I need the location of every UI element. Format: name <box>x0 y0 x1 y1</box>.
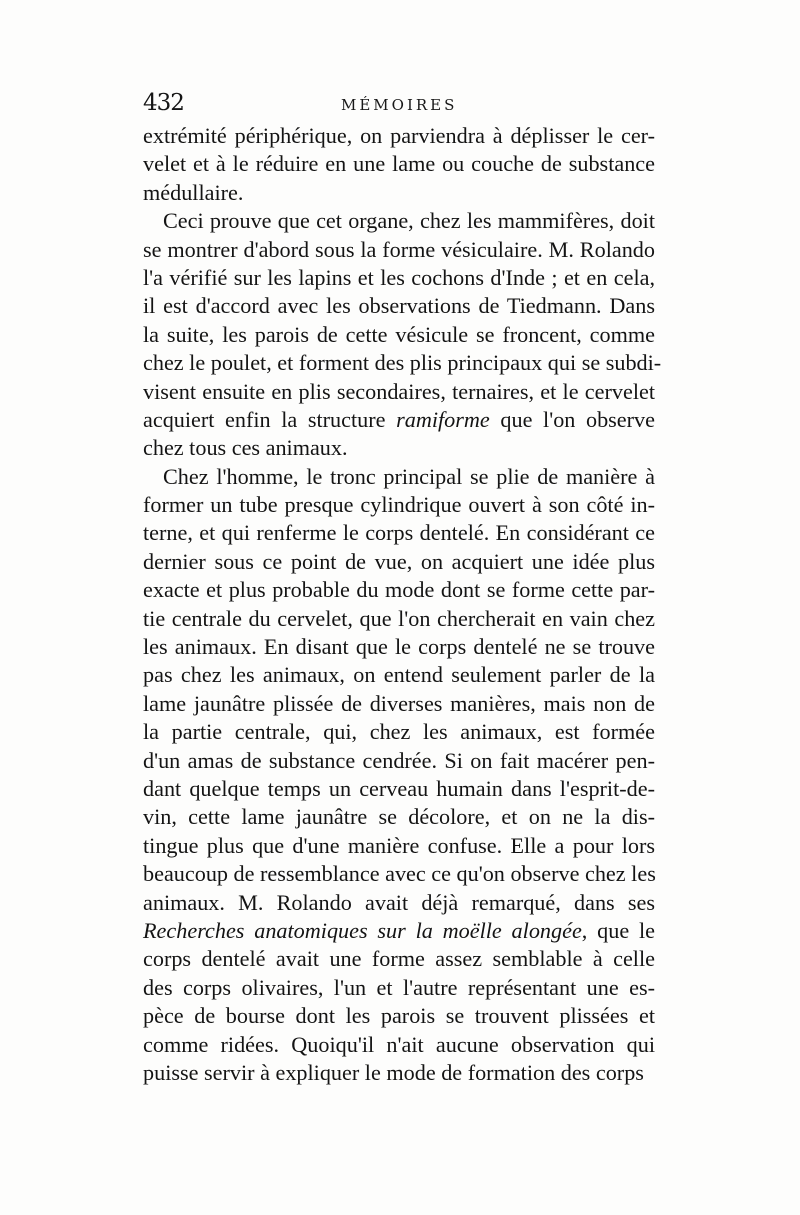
text-line: vin, cette lame jaunâtre se décolore, et on ne la dis- <box>143 804 655 830</box>
text-line: puisse servir à expliquer le mode de formation des corps <box>143 1059 644 1085</box>
text-run: , que le <box>581 917 655 943</box>
text-line: l'a vérifié sur les lapins et les cochons d'Inde ; et en cela, <box>143 264 655 290</box>
text-line: chez le poulet, et forment des plis principaux qui se subdi- <box>143 350 662 376</box>
text-line: les animaux. En disant que le corps dentelé ne se trouve <box>143 634 655 660</box>
text-line: tie centrale du cervelet, que l'on chercherait en vain chez <box>143 605 655 631</box>
text-line: pèce de bourse dont les parois se trouvent plissées et <box>143 1003 655 1029</box>
running-head: MÉMOIRES <box>341 96 458 114</box>
text-line: velet et à le réduire en une lame ou couche de substance <box>143 151 655 177</box>
text-line: médullaire. <box>143 179 244 205</box>
text-line: pas chez les animaux, on entend seulement parler de la <box>143 662 655 688</box>
text-line: d'un amas de substance cendrée. Si on fait macérer pen- <box>143 747 655 773</box>
text-line: extrémité périphérique, on parviendra à déplisser le cer- <box>143 123 655 148</box>
text-line: il est d'accord avec les observations de Tiedmann. Dans <box>143 293 655 319</box>
text-line: visent ensuite en plis secondaires, ternaires, et le cervelet <box>143 378 655 404</box>
text-line: Ceci prouve que cet organe, chez les mammifères, doit <box>163 208 655 234</box>
text-line: la partie centrale, qui, chez les animaux, est formée <box>143 719 655 745</box>
text-line: se montrer d'abord sous la forme vésiculaire. M. Rolando <box>143 236 655 262</box>
text-line <box>143 406 655 434</box>
text-run: que l'on observe <box>489 406 655 432</box>
paragraph <box>143 463 655 1088</box>
text-line: dernier sous ce point de vue, on acquiert une idée plus <box>143 548 655 574</box>
paragraph <box>143 207 662 463</box>
text-line: dant quelque temps un cerveau humain dans l'esprit-de- <box>143 775 655 801</box>
text-line: beaucoup de ressemblance avec ce qu'on observe chez les <box>143 861 656 887</box>
text-line: animaux. M. Rolando avait déjà remarqué, dans ses <box>143 889 655 915</box>
text-line: former un tube presque cylindrique ouvert à son côté in- <box>143 492 655 518</box>
text-line: lame jaunâtre plissée de diverses manières, mais non de <box>143 690 655 716</box>
text-line: comme ridées. Quoiqu'il n'ait aucune observation qui <box>143 1031 655 1057</box>
text-line: Chez l'homme, le tronc principal se plie de manière à <box>163 463 655 489</box>
text-run: acquiert enfin la structure <box>143 406 397 432</box>
text-line: exacte et plus probable du mode dont se forme cette par- <box>143 577 655 603</box>
text-line: la suite, les parois de cette vésicule se froncent, comme <box>143 321 655 347</box>
text-line: corps dentelé avait une forme assez semblable à celle <box>143 946 655 972</box>
text-line <box>143 917 655 945</box>
body-text <box>143 122 662 1087</box>
text-line: terne, et qui renferme le corps dentelé. En considérant ce <box>143 520 655 546</box>
page-number: 432 <box>143 90 184 116</box>
text-line: chez tous ces animaux. <box>143 435 348 461</box>
page-header <box>143 90 663 124</box>
italic-text-run: Recherches anatomiques sur la moëlle alongée <box>143 917 582 943</box>
text-line: des corps olivaires, l'un et l'autre représentant une es- <box>143 974 655 1000</box>
text-line: tingue plus que d'une manière confuse. Elle a pour lors <box>143 832 655 858</box>
italic-text-run: ramiforme <box>396 406 490 432</box>
paragraph <box>143 122 655 207</box>
